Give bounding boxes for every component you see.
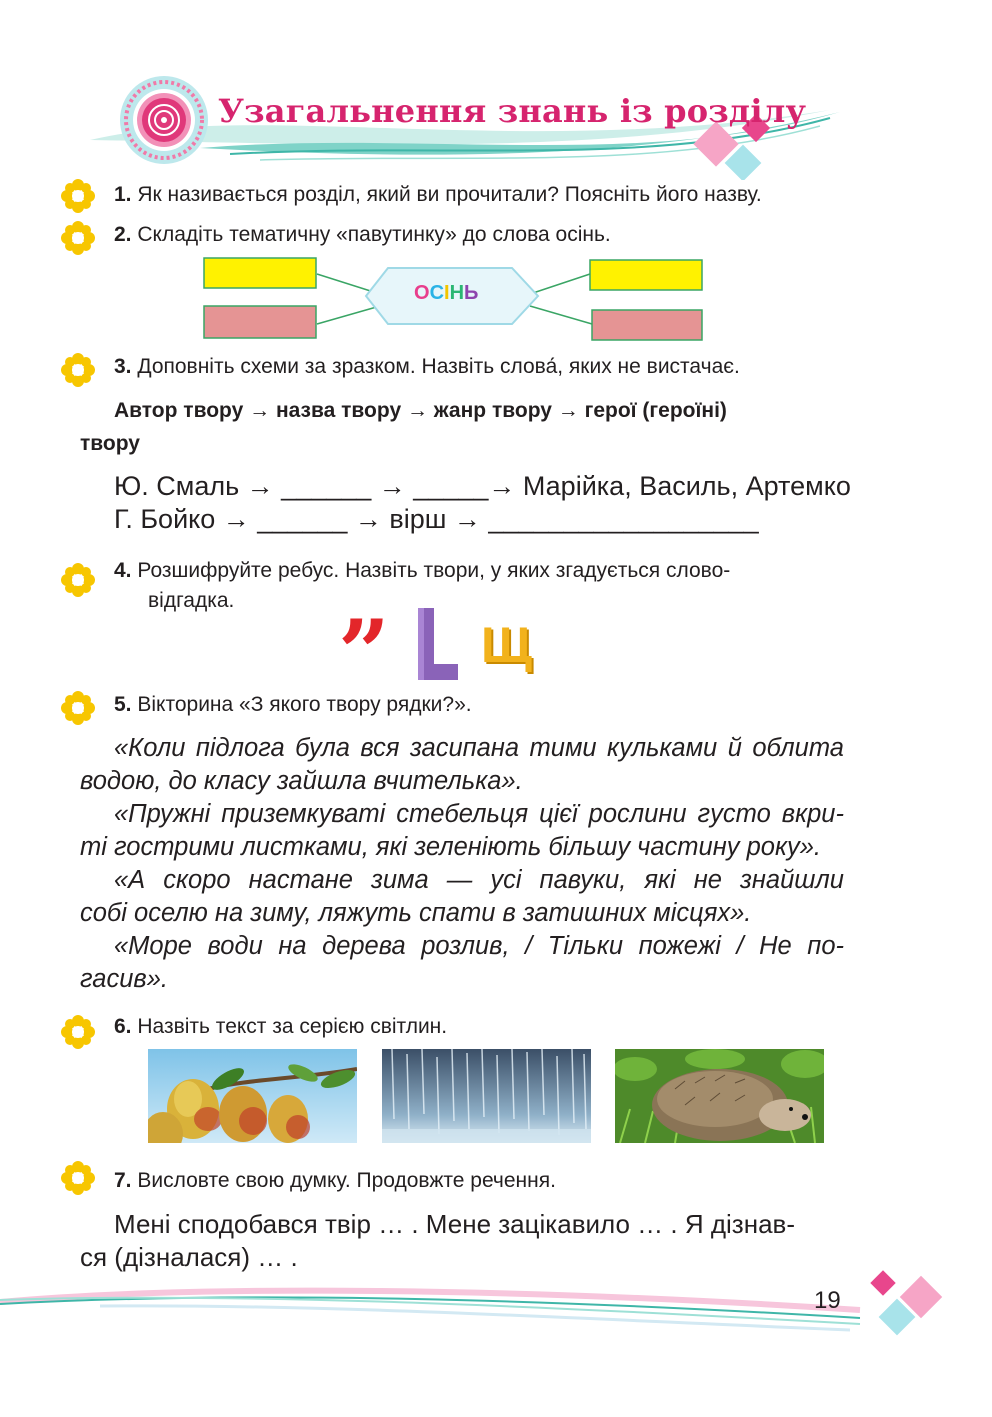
task-text: Як називається розділ, який ви прочитали? Поясніть його назву.: [137, 183, 762, 206]
scheme-header-cont: твору: [80, 432, 140, 455]
task-text: Вікторина «З якого твору рядки?».: [137, 693, 472, 716]
web-box-yellow: [204, 258, 316, 288]
flower-icon: [60, 1014, 96, 1050]
web-box-pink: [592, 310, 702, 340]
task-number: 6.: [114, 1015, 132, 1038]
task-text: Доповніть схеми за зразком. Назвіть слова́, яких не вистачає.: [137, 355, 740, 378]
web-box-yellow: [590, 260, 702, 290]
task-number: 1.: [114, 183, 132, 206]
scheme-header: Автор твору → назва твору → жанр твору → герої (героїні): [114, 399, 727, 422]
footer-swoosh: [0, 1270, 992, 1350]
flower-icon: [60, 220, 96, 256]
task-text: Назвіть текст за серією світлин.: [137, 1015, 448, 1038]
task-3: [114, 352, 740, 382]
quote-1-line-1: «Коли підлога була вся засипана тими кульками й облита: [114, 734, 844, 762]
web-letter: С: [429, 282, 445, 304]
page-number: 19: [814, 1287, 841, 1314]
task-text: Складіть тематичну «павутинку» до слова осінь.: [137, 223, 611, 246]
task-number: 5.: [114, 693, 132, 716]
web-letter: Ь: [464, 282, 479, 304]
task-number: 2.: [114, 223, 132, 246]
quote-2-line-2: ті гострими листками, які зеленіють більшу частину року».: [80, 833, 822, 861]
final-line-1: Мені сподобався твір … . Мене зацікавило … . Я дізнав-: [114, 1209, 796, 1239]
task-number: 3.: [114, 355, 132, 378]
web-letter: І: [444, 282, 450, 304]
task-7: [114, 1166, 556, 1196]
task-2: [114, 220, 611, 250]
web-letter: Н: [449, 282, 465, 304]
task-text: Висловте свою думку. Продовжте речення.: [137, 1169, 556, 1192]
quote-2-line-1: «Пружні приземкуваті стебельця цієї рослини густо вкри-: [114, 800, 844, 828]
scheme-row-1: Ю. Смаль → ______ → _____→ Марійка, Василь, Артемко: [114, 471, 851, 501]
page-title: Узагальнення знань із розділу: [218, 92, 807, 130]
scheme-row-2: Г. Бойко → ______ → вірш → __________________: [114, 504, 759, 534]
quote-1-line-2: водою, до класу зайшла вчителька».: [80, 767, 523, 795]
task-number: 4.: [114, 559, 132, 582]
quote-3-line-1: «А скоро настане зима — усі павуки, які не знайшли: [114, 866, 844, 894]
final-line-2: ся (дізналася) … .: [80, 1242, 298, 1272]
task-1: [114, 180, 762, 210]
web-box-pink: [204, 306, 316, 338]
flower-icon: [60, 1160, 96, 1196]
web-center-word: [414, 282, 478, 305]
rebus-quote-mark: ”: [338, 600, 390, 706]
web-letter: О: [414, 282, 430, 304]
photo-rain: [382, 1049, 591, 1143]
rebus-inverted-letter-icon: [414, 606, 460, 682]
photo-pears: [148, 1049, 357, 1143]
task-text: Розшифруйте ребус. Назвіть твори, у яких згадується слово-: [137, 559, 731, 582]
flower-icon: [60, 562, 96, 598]
quote-3-line-2: собі оселю на зиму, ляжуть спати в затишних місцях».: [80, 899, 752, 927]
task-4-cont: відгадка.: [148, 589, 235, 612]
quote-4-line-2: гасив».: [80, 965, 168, 993]
task-number: 7.: [114, 1169, 132, 1192]
task-6: [114, 1012, 447, 1042]
task-4: [114, 556, 730, 586]
photo-hedgehog: [615, 1049, 824, 1143]
flower-icon: [60, 352, 96, 388]
flower-icon: [60, 178, 96, 214]
rebus-letter: Щ: [481, 617, 532, 673]
chapter-emblem-icon: [118, 74, 210, 166]
quote-4-line-1: «Море води на дерева розлив, / Тільки пожежі / Не по-: [114, 932, 844, 960]
task-5: [114, 690, 472, 720]
flower-icon: [60, 690, 96, 726]
